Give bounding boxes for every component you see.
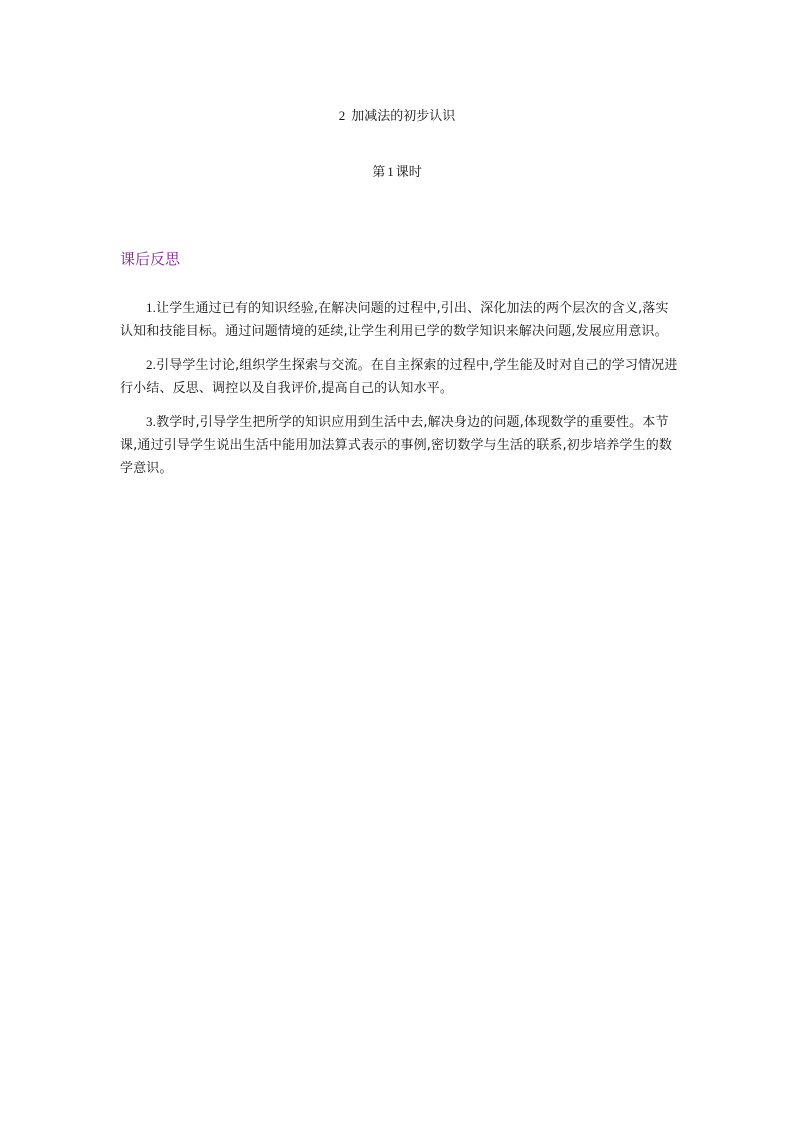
reflection-body <box>120 296 680 490</box>
paragraph-2 <box>120 353 680 400</box>
paragraph-1-text: 让学生通过已有的知识经验,在解决问题的过程中,引出、深化加法的两个层次的含义,落实认知和技能目标。通过问题情境的延续,让学生利用已学的数学知识来解决问题,发展应用意识。 <box>120 301 669 339</box>
paragraph-3-number: 3. <box>146 414 157 429</box>
paragraph-1 <box>120 296 680 343</box>
subtitle-prefix: 第 <box>372 165 386 180</box>
lesson-title-number: 2 <box>338 108 346 123</box>
subtitle-number: 1 <box>387 164 394 179</box>
paragraph-2-number: 2. <box>146 357 157 372</box>
paragraph-1-number: 1. <box>146 300 157 315</box>
section-heading: 课后反思 <box>120 250 181 268</box>
paragraph-3-text: 教学时,引导学生把所学的知识应用到生活中去,解决身边的问题,体现数学的重要性。本节课,通过引导学生说出生活中能用加法算式表示的事例,密切数学与生活的联系,初步培养学生的数学意识。 <box>120 415 672 476</box>
subtitle-suffix: 课时 <box>395 165 422 180</box>
lesson-subtitle <box>0 163 794 182</box>
lesson-title-text: 加减法的初步认识 <box>351 109 456 124</box>
lesson-title <box>0 107 794 126</box>
paragraph-3 <box>120 410 680 480</box>
paragraph-2-text: 引导学生讨论,组织学生探索与交流。在自主探索的过程中,学生能及时对自己的学习情况进行小结、反思、调控以及自我评价,提高自己的认知水平。 <box>120 358 678 396</box>
